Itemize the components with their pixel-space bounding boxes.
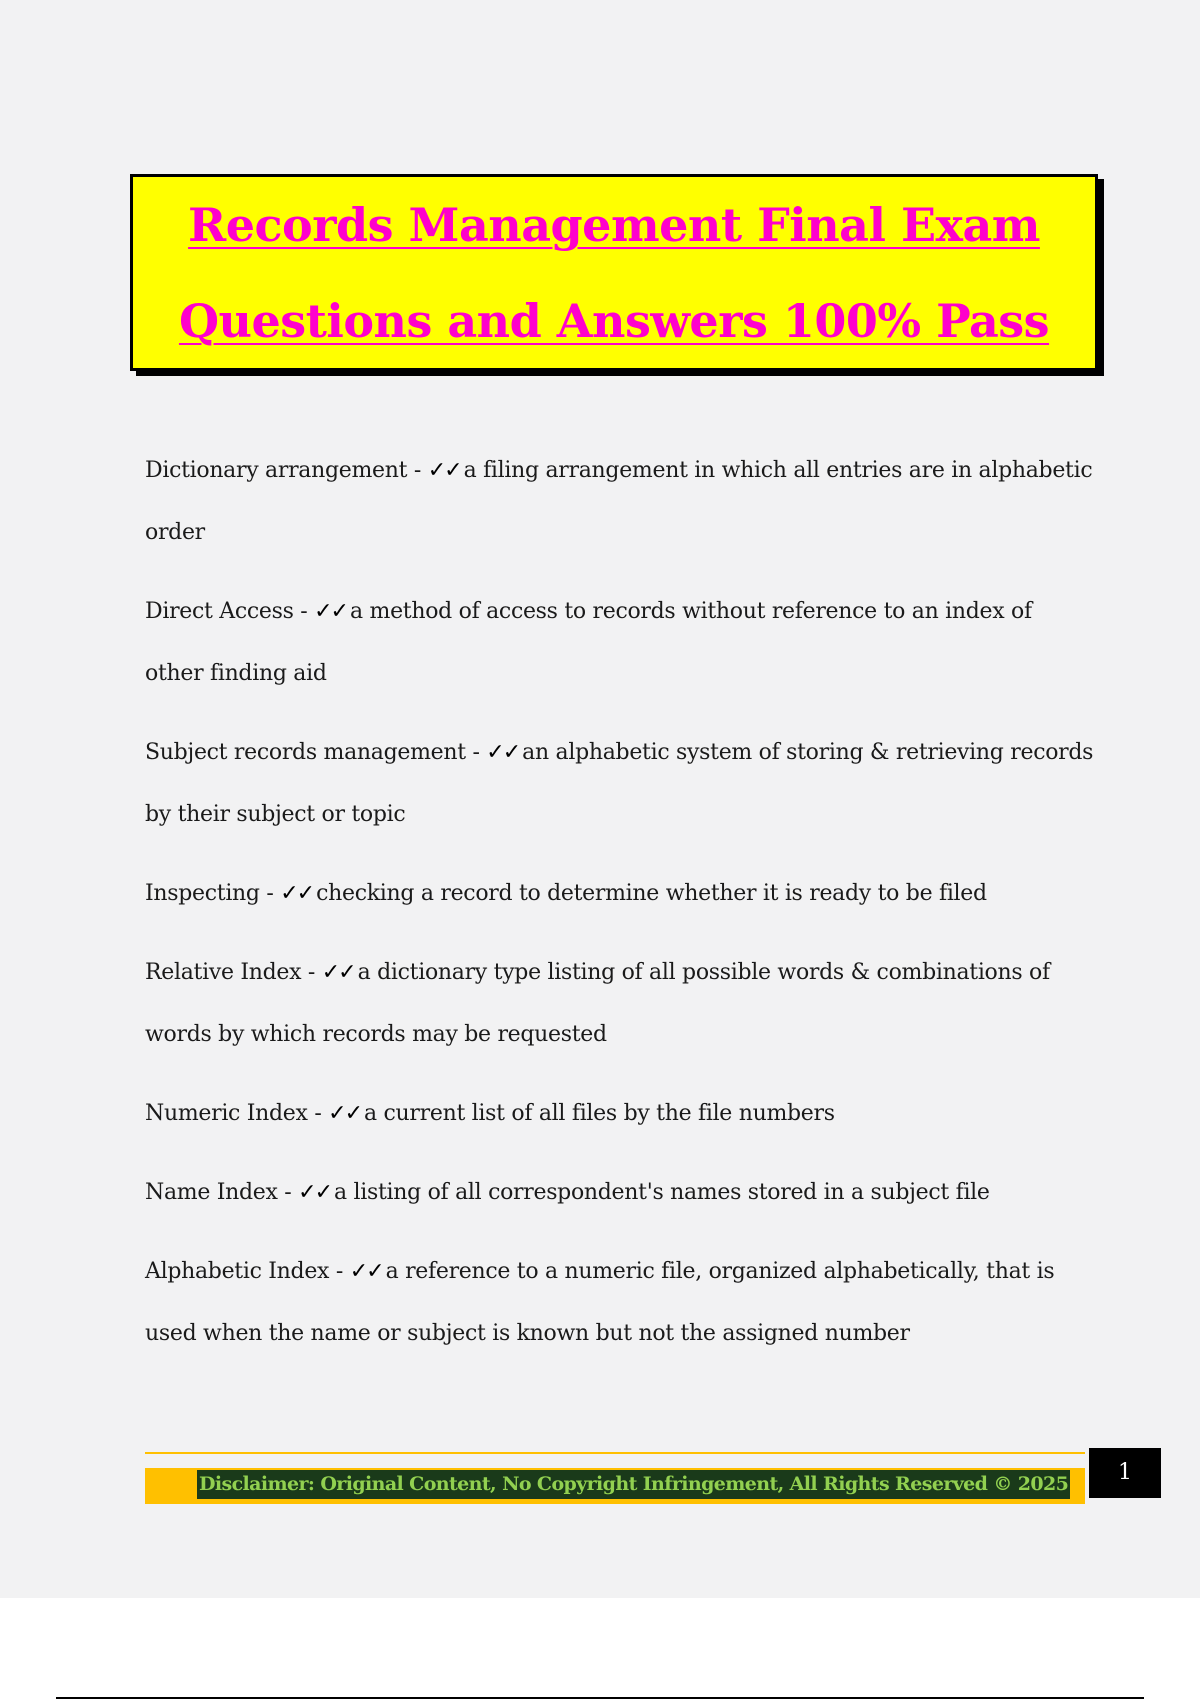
title-line-2: Questions and Answers 100% Pass [178,294,1050,348]
entry-definition: a current list of all files by the file numbers [364,1101,835,1126]
glossary-entry [145,581,1095,705]
footer-rule [145,1452,1085,1454]
entry-term: Dictionary arrangement - [145,458,428,483]
page-number: 1 [1089,1448,1161,1498]
entry-term: Name Index - [145,1180,299,1205]
double-check-icon: ✓✓ [427,458,461,483]
disclaimer-text: Disclaimer: Original Content, No Copyright Infringement, All Rights Reserved © 2025 [197,1470,1070,1499]
entry-definition: an alphabetic system of storing & retrieving records by their subject or topic [145,740,1094,827]
bottom-divider [56,1697,1144,1699]
entry-definition: a listing of all correspondent's names stored in a subject file [334,1180,990,1205]
double-check-icon: ✓✓ [486,740,520,765]
double-check-icon: ✓✓ [328,1101,362,1126]
double-check-icon: ✓✓ [314,599,347,624]
glossary-entry [145,722,1095,846]
entry-term: Alphabetic Index - [145,1259,350,1284]
entry-definition: checking a record to determine whether it is ready to be filed [316,881,987,906]
entry-definition: a dictionary type listing of all possible words & combinations of words by which records may be requested [145,960,1050,1047]
glossary-entry [145,440,1095,564]
glossary-entry [145,1083,1095,1145]
entry-definition: a reference to a numeric file, organized alphabetically, that is used when the name or subject is known but not the assigned number [145,1259,1055,1346]
entry-definition: a method of access to records without reference to an index of other finding aid [145,599,1032,686]
glossary-entry [145,1241,1095,1365]
double-check-icon: ✓✓ [321,960,355,985]
title-line-1: Records Management Final Exam [188,198,1040,252]
entry-term: Inspecting - [145,881,281,906]
entry-term: Subject records management - [145,740,487,765]
entry-term: Relative Index - [145,960,322,985]
page-footer [145,1452,1085,1504]
glossary-entry [145,942,1095,1066]
double-check-icon: ✓✓ [349,1259,383,1284]
double-check-icon: ✓✓ [298,1180,332,1205]
entry-term: Numeric Index - [145,1101,329,1126]
title-box [130,174,1098,371]
glossary-entry [145,863,1095,925]
entry-definition: a filing arrangement in which all entries are in alphabetic order [145,458,1093,545]
glossary-entries [145,440,1095,1382]
double-check-icon: ✓✓ [280,881,314,906]
glossary-entry [145,1162,1095,1224]
entry-term: Direct Access - [145,599,315,624]
